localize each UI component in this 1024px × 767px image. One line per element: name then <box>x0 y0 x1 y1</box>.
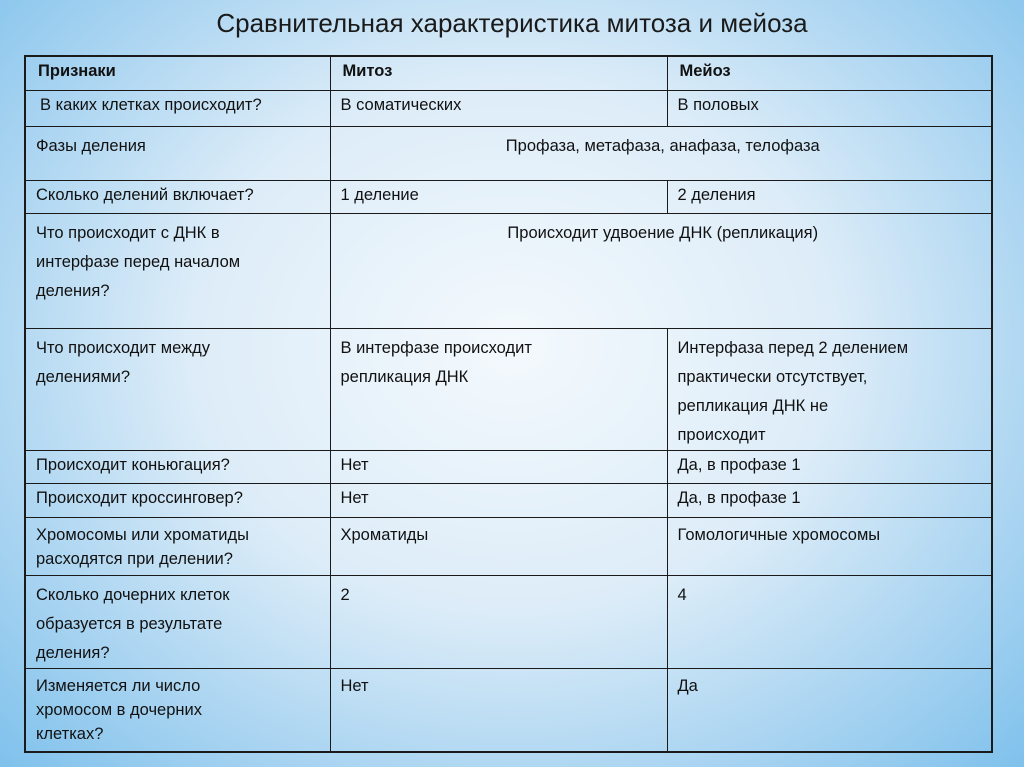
feature-cell: Сколько делений включает? <box>25 180 330 213</box>
meiosis-cell: Интерфаза перед 2 делением практически отсутствует, репликация ДНК не происходит <box>677 338 909 444</box>
feature-cell: Происходит кроссинговер? <box>25 483 330 517</box>
header-features: Признаки <box>25 56 330 90</box>
feature-cell: Что происходит между делениями? <box>36 338 210 386</box>
meiosis-cell: Гомологичные хромосомы <box>667 517 992 575</box>
header-mitosis: Митоз <box>330 56 667 90</box>
feature-cell: Происходит коньюгация? <box>25 450 330 483</box>
mitosis-cell: 1 деление <box>330 180 667 213</box>
table-row <box>25 90 992 126</box>
meiosis-cell: 2 деления <box>667 180 992 213</box>
mitosis-cell: В интерфазе происходит репликация ДНК <box>340 338 532 386</box>
mitosis-cell: 2 <box>330 575 667 668</box>
meiosis-cell: Да, в профазе 1 <box>667 450 992 483</box>
table-row <box>25 328 992 450</box>
comparison-table <box>24 55 993 753</box>
table-row <box>25 126 992 180</box>
mitosis-cell: Нет <box>330 483 667 517</box>
table-row <box>25 213 992 328</box>
mitosis-cell: Хроматиды <box>330 517 667 575</box>
shared-cell: Происходит удвоение ДНК (репликация) <box>330 213 992 328</box>
meiosis-cell: 4 <box>667 575 992 668</box>
table-row <box>25 668 992 752</box>
meiosis-cell: В половых <box>667 90 992 126</box>
table-row <box>25 517 992 575</box>
feature-cell: Сколько дочерних клеток образуется в результате деления? <box>36 585 230 662</box>
table-row <box>25 450 992 483</box>
header-meiosis: Мейоз <box>667 56 992 90</box>
feature-cell: Хромосомы или хроматиды расходятся при делении? <box>36 525 249 568</box>
table-row <box>25 180 992 213</box>
feature-cell: В каких клетках происходит? <box>25 90 330 126</box>
table-row <box>25 575 992 668</box>
mitosis-cell: Нет <box>330 450 667 483</box>
mitosis-cell: В соматических <box>330 90 667 126</box>
table-header-row <box>25 56 992 90</box>
feature-cell: Изменяется ли число хромосом в дочерних клетках? <box>36 676 202 743</box>
meiosis-cell: Да, в профазе 1 <box>667 483 992 517</box>
feature-cell: Фазы деления <box>25 126 330 180</box>
mitosis-cell: Нет <box>330 668 667 752</box>
feature-cell: Что происходит с ДНК в интерфазе перед началом деления? <box>36 223 241 300</box>
page-title: Сравнительная характеристика митоза и мейоза <box>216 8 808 38</box>
table-row <box>25 483 992 517</box>
shared-cell: Профаза, метафаза, анафаза, телофаза <box>330 126 992 180</box>
meiosis-cell: Да <box>667 668 992 752</box>
